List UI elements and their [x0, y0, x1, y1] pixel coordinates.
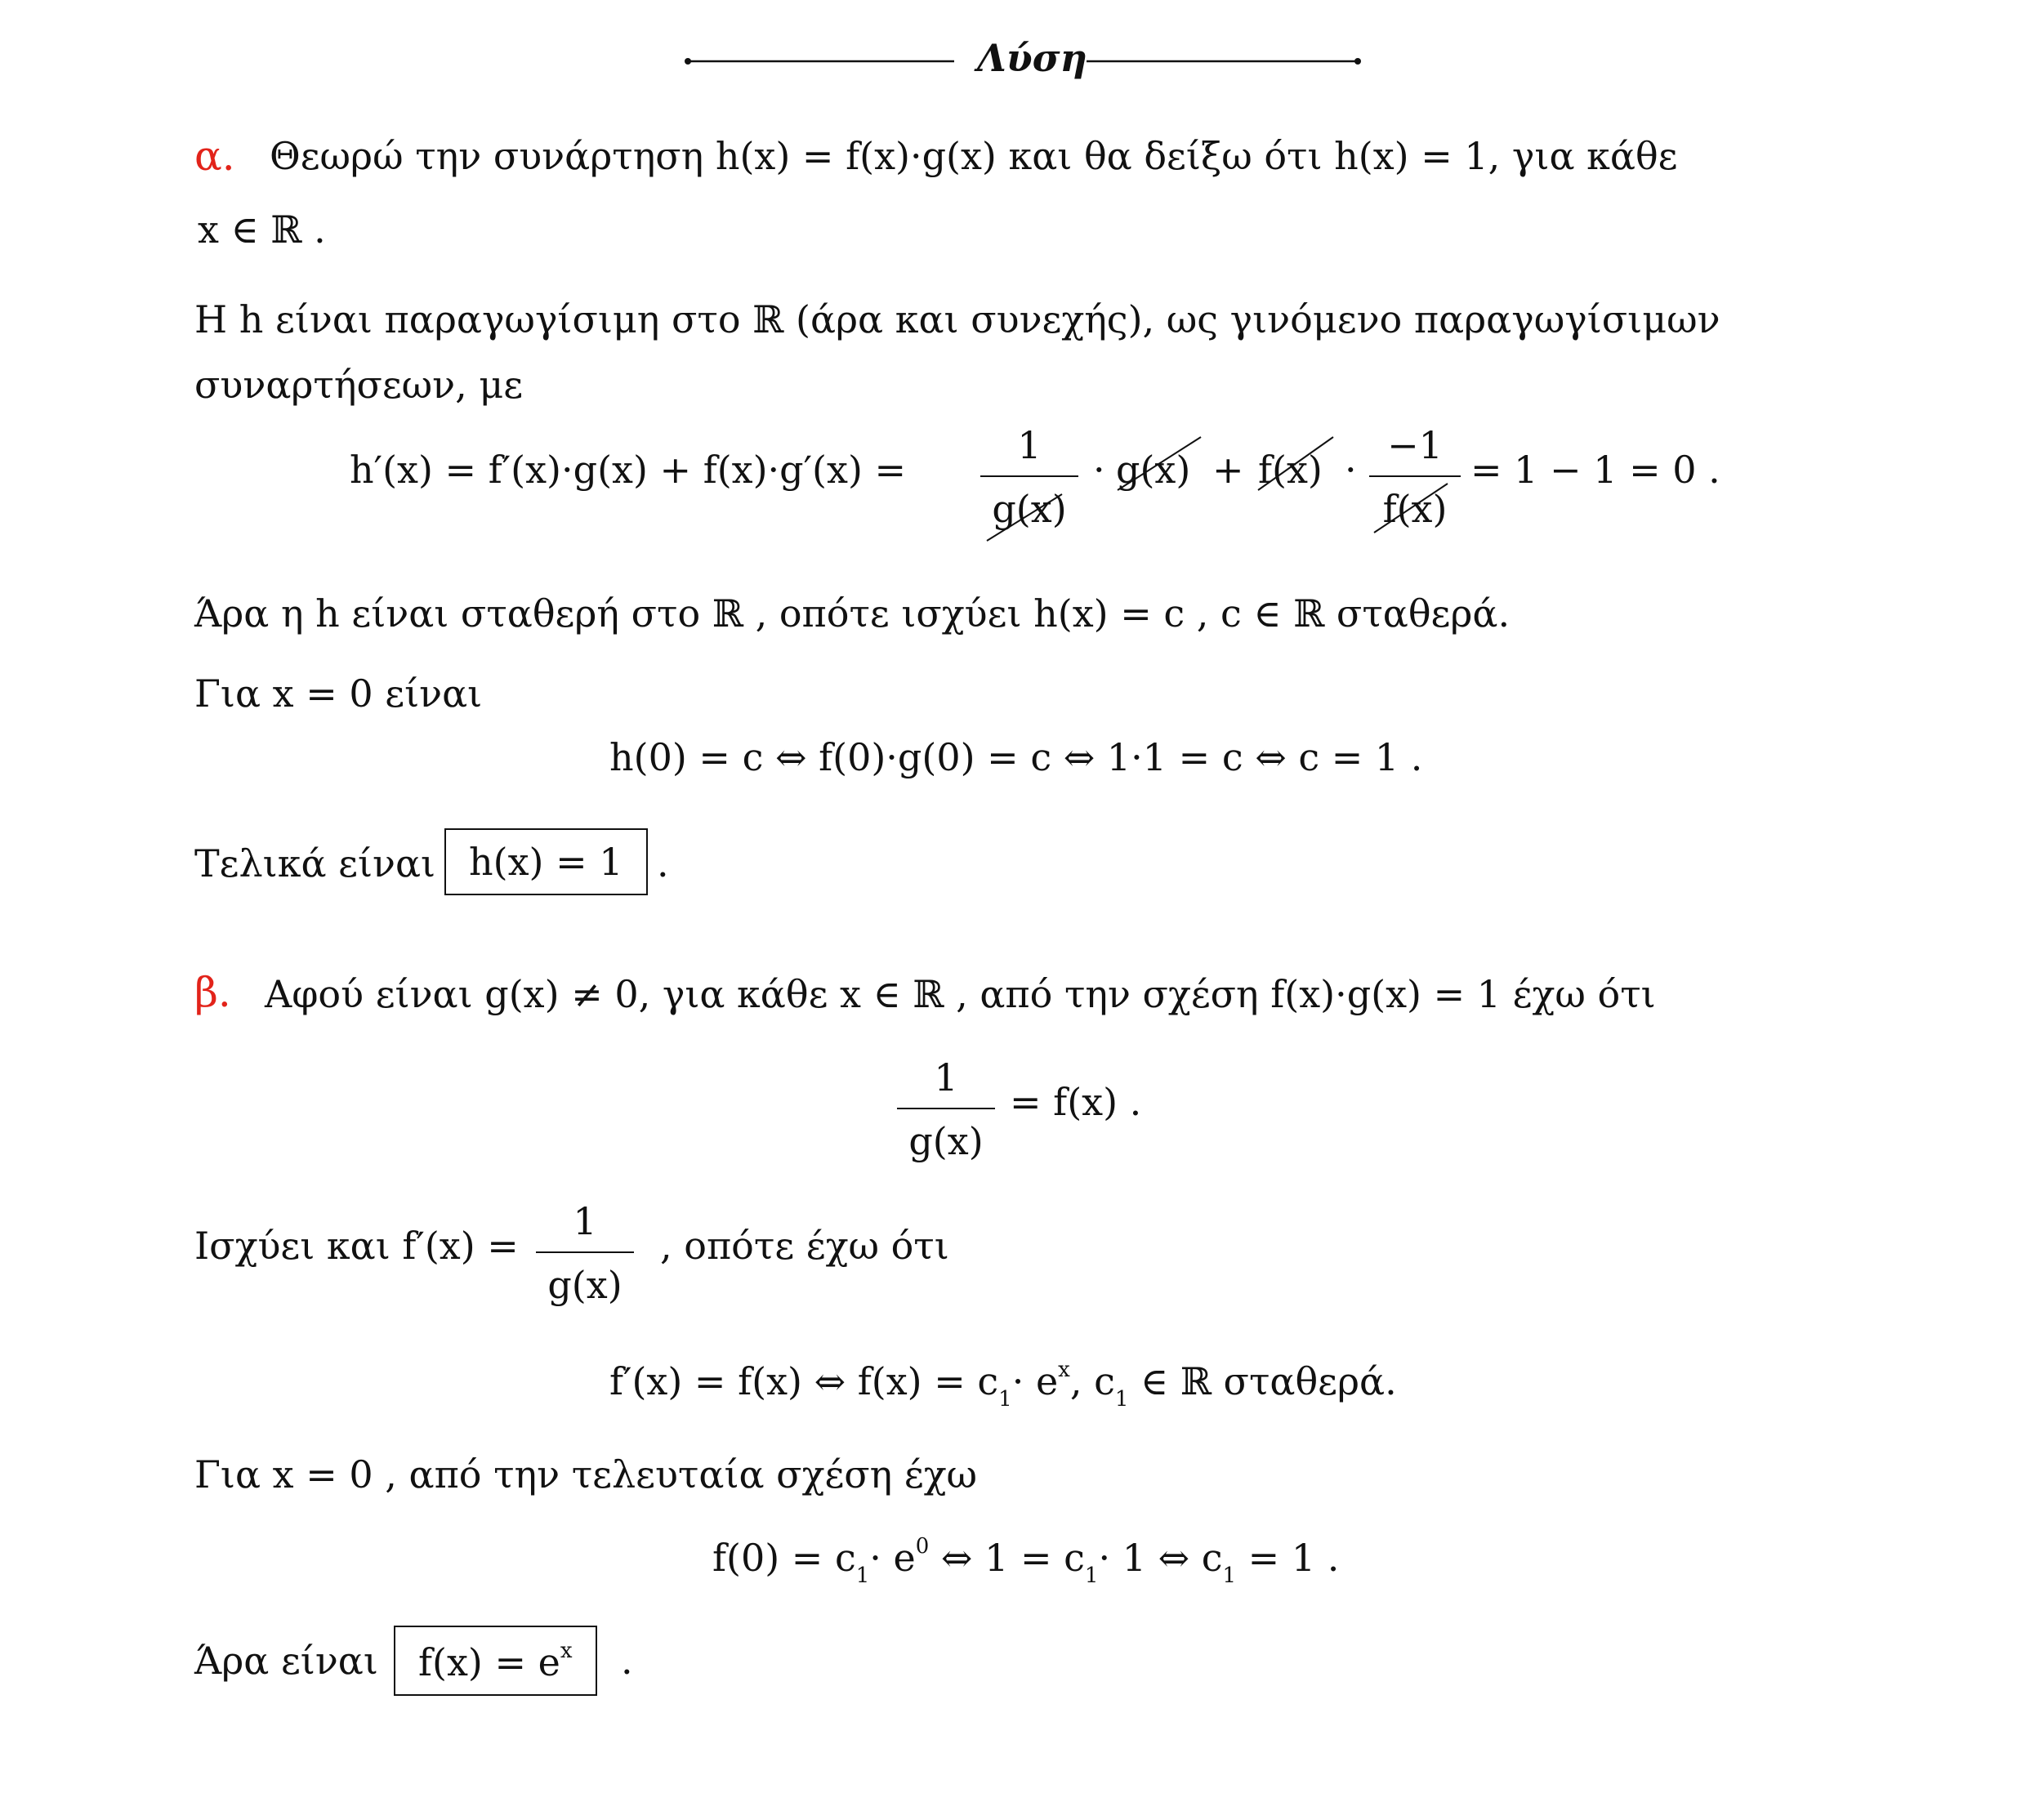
- f0-sub2: 1: [1084, 1564, 1099, 1588]
- part-b-also-suffix: , οπότε έχω ότι: [660, 1224, 949, 1268]
- f0-sub1: 1: [855, 1564, 870, 1588]
- exp-eq-sub2: 1: [1114, 1387, 1129, 1412]
- f0-part-b: · e: [869, 1536, 916, 1580]
- header-title: Λύση: [977, 36, 1087, 80]
- derivative-lhs: h′(x) = f′(x)·g(x) + f(x)·g′(x) =: [350, 448, 907, 492]
- part-a-final-box: [444, 828, 648, 895]
- part-a-h0-equation: h(0) = c ⇔ f(0)·g(0) = c ⇔ 1·1 = c ⇔ c = 1 .: [609, 735, 1423, 779]
- part-b-also-fraction-num: 1: [573, 1199, 597, 1243]
- part-b-exp-equation: [609, 1359, 1397, 1410]
- part-b-intro: Αφού είναι g(x) ≠ 0, για κάθε x ∈ ℝ , από την σχέση f(x)·g(x) = 1 έχω ότι: [265, 972, 1656, 1016]
- part-a-intro-line2: x ∈ ℝ .: [198, 207, 326, 252]
- part-a-label: α.: [194, 132, 235, 180]
- f0-part-d: · 1 ⇔ c: [1098, 1536, 1223, 1580]
- exp-eq-part-a: f′(x) = f(x) ⇔ f(x) = c: [609, 1359, 999, 1403]
- part-b-final-box-main: f(x) = e: [418, 1640, 560, 1684]
- part-b-x0-line: Για x = 0 , από την τελευταία σχέση έχω: [194, 1452, 978, 1497]
- derivative-rhs: = 1 − 1 = 0 .: [1470, 448, 1720, 492]
- part-a-intro-line1: Θεωρώ την συνάρτηση h(x) = f(x)·g(x) και θα δείξω ότι h(x) = 1, για κάθε: [270, 134, 1678, 178]
- part-b-final-box: [394, 1626, 597, 1696]
- part-b-fraction-rhs: = f(x) .: [1010, 1080, 1142, 1124]
- part-b-final-box-text: [394, 1626, 597, 1696]
- part-b-final-box-sup: x: [560, 1639, 573, 1663]
- derivative-fraction-2-den: f(x): [1382, 487, 1448, 531]
- exp-eq-sub1: 1: [998, 1387, 1012, 1412]
- header-rule-left: [685, 58, 954, 65]
- f0-sub3: 1: [1222, 1564, 1237, 1588]
- part-a-final-suffix: .: [657, 841, 669, 885]
- derivative-mid-f: f(x): [1258, 448, 1323, 492]
- part-b-also-fraction-den: g(x): [547, 1263, 623, 1307]
- part-a-diff-line1: Η h είναι παραγωγίσιμη στο ℝ (άρα και συνεχής), ως γινόμενο παραγωγίσιμων: [194, 297, 1720, 341]
- exp-eq-part-b: · e: [1011, 1359, 1059, 1403]
- derivative-mid-dot2: ·: [1345, 448, 1357, 492]
- exp-eq-part-c: , c: [1069, 1359, 1115, 1403]
- part-b-final-suffix: .: [621, 1639, 633, 1683]
- part-a-constant-line: Άρα η h είναι σταθερή στο ℝ , οπότε ισχύει h(x) = c , c ∈ ℝ σταθερά.: [194, 591, 1511, 636]
- part-a-final-box-text: h(x) = 1: [444, 828, 648, 895]
- part-b-f0-equation: [712, 1536, 1339, 1586]
- derivative-mid-g: g(x): [1116, 448, 1191, 492]
- derivative-fraction-1-num: 1: [1017, 423, 1042, 467]
- part-b-also-prefix: Ισχύει και f′(x) =: [194, 1224, 519, 1268]
- derivative-fraction-1: [980, 423, 1078, 531]
- derivative-fraction-2: [1369, 423, 1461, 531]
- derivative-mid-plus: +: [1212, 448, 1244, 492]
- part-b-also-fraction: [536, 1199, 634, 1307]
- part-a-diff-line2: συναρτήσεων, με: [194, 363, 524, 407]
- derivative-fraction-2-num: −1: [1387, 423, 1443, 467]
- part-b-fraction-num: 1: [934, 1055, 958, 1100]
- header-rule-right: [1087, 58, 1361, 65]
- part-b-fraction-den: g(x): [908, 1119, 984, 1163]
- derivative-mid-dot: ·: [1093, 448, 1105, 492]
- part-b-final-prefix: Άρα είναι: [194, 1639, 378, 1683]
- exp-eq-part-d: ∈ ℝ σταθερά.: [1128, 1359, 1397, 1403]
- f0-part-e: = 1 .: [1236, 1536, 1340, 1580]
- part-a-x0-line: Για x = 0 είναι: [194, 671, 483, 716]
- f0-sup: 0: [915, 1534, 930, 1559]
- part-a-final-prefix: Τελικά είναι: [194, 841, 436, 885]
- f0-part-a: f(0) = c: [712, 1536, 856, 1580]
- exp-eq-sup: x: [1058, 1358, 1070, 1382]
- derivative-fraction-1-den: g(x): [992, 487, 1067, 531]
- f0-part-c: ⇔ 1 = c: [929, 1536, 1085, 1580]
- part-b-label: β.: [194, 969, 231, 1016]
- part-b-fraction: [897, 1055, 995, 1163]
